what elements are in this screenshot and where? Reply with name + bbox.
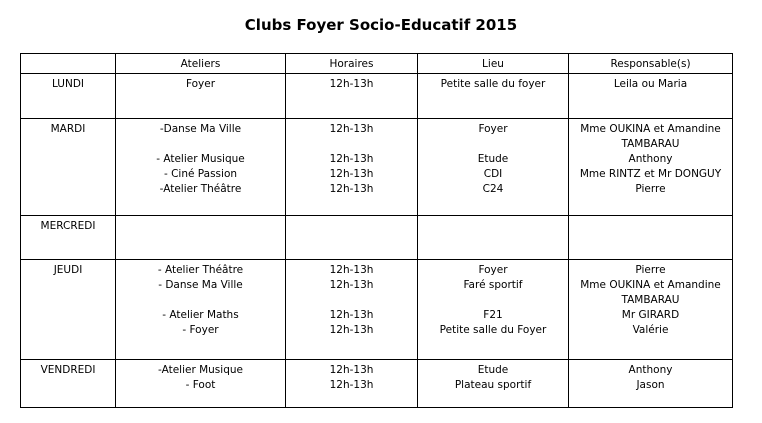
cell-line: - Atelier Musique (156, 153, 245, 165)
table-row (21, 216, 733, 260)
horaires-cell (286, 260, 418, 360)
ateliers-cell (116, 360, 286, 408)
cell-line: - Foot (185, 379, 216, 391)
cell-line: - Atelier Maths (162, 309, 239, 321)
lieu-cell (418, 260, 569, 360)
cell-line: Mme RINTZ et Mr DONGUY (579, 168, 722, 180)
day-label: MERCREDI (40, 220, 96, 232)
day-cell (21, 74, 116, 119)
day-cell (21, 119, 116, 216)
cell-line: Pierre (635, 183, 666, 195)
cell-line: 12h-13h (329, 153, 374, 165)
ateliers-cell (116, 260, 286, 360)
cell-line: - Ciné Passion (163, 168, 238, 180)
header-day (21, 54, 116, 74)
cell-line: 12h-13h (329, 279, 374, 291)
cell-line: -Atelier Théâtre (159, 183, 242, 195)
cell-line: TAMBARAU (621, 138, 680, 150)
cell-line: Pierre (635, 264, 666, 276)
horaires-cell (286, 360, 418, 408)
cell-line: Mme OUKINA et Amandine (580, 279, 721, 291)
table-row (21, 74, 733, 119)
cell-line (119, 137, 282, 152)
ateliers-cell (116, 74, 286, 119)
lieu-cell (418, 216, 569, 260)
header-lieu: Lieu (418, 54, 569, 74)
header-horaires: Horaires (286, 54, 418, 74)
cell-line: - Atelier Théâtre (157, 264, 244, 276)
cell-line: 12h-13h (329, 78, 374, 90)
day-label: MARDI (50, 123, 86, 135)
cell-line: CDI (483, 168, 503, 180)
cell-line: Petite salle du foyer (440, 78, 546, 90)
cell-line (421, 137, 565, 152)
horaires-cell (286, 119, 418, 216)
day-cell (21, 216, 116, 260)
cell-line: 12h-13h (329, 183, 374, 195)
lieu-cell (418, 74, 569, 119)
table-row (21, 360, 733, 408)
cell-line: Faré sportif (463, 279, 523, 291)
responsables-cell (569, 260, 733, 360)
responsables-cell (569, 74, 733, 119)
cell-line: 12h-13h (329, 123, 374, 135)
day-label: LUNDI (51, 78, 85, 90)
table-row (21, 119, 733, 216)
day-cell (21, 260, 116, 360)
table-row (21, 260, 733, 360)
responsables-cell (569, 119, 733, 216)
cell-line: Plateau sportif (454, 379, 532, 391)
cell-line: Foyer (185, 78, 216, 90)
page-title: Clubs Foyer Socio-Educatif 2015 (244, 16, 518, 34)
cell-line: Leila ou Maria (613, 78, 688, 90)
cell-line: Petite salle du Foyer (439, 324, 547, 336)
table-header-row (21, 54, 733, 74)
header-ateliers: Ateliers (116, 54, 286, 74)
day-label: VENDREDI (40, 364, 96, 376)
cell-line: 12h-13h (329, 264, 374, 276)
cell-line: - Foyer (182, 324, 219, 336)
cell-line: Mme OUKINA et Amandine (580, 123, 721, 135)
cell-line: Anthony (628, 364, 673, 376)
cell-line (421, 293, 565, 308)
cell-line: Etude (477, 364, 509, 376)
cell-line: Foyer (478, 123, 508, 135)
cell-line: Etude (477, 153, 509, 165)
lieu-cell (418, 360, 569, 408)
cell-line: -Danse Ma Ville (159, 123, 242, 135)
cell-line: C24 (482, 183, 504, 195)
cell-line: Foyer (478, 264, 508, 276)
cell-line: TAMBARAU (621, 294, 680, 306)
day-cell (21, 360, 116, 408)
horaires-cell (286, 74, 418, 119)
cell-line (289, 137, 414, 152)
cell-line: Jason (636, 379, 665, 391)
cell-line: 12h-13h (329, 379, 374, 391)
cell-line: -Atelier Musique (158, 364, 243, 376)
cell-line: Mr GIRARD (621, 309, 680, 321)
ateliers-cell (116, 119, 286, 216)
cell-line (289, 293, 414, 308)
clubs-schedule-table (20, 53, 733, 408)
cell-line: 12h-13h (329, 168, 374, 180)
cell-line: 12h-13h (329, 364, 374, 376)
cell-line: Valérie (632, 324, 669, 336)
cell-line: - Danse Ma Ville (158, 279, 243, 291)
cell-line: Anthony (628, 153, 673, 165)
horaires-cell (286, 216, 418, 260)
cell-line (119, 293, 282, 308)
lieu-cell (418, 119, 569, 216)
cell-line: F21 (483, 309, 503, 321)
day-label: JEUDI (53, 264, 83, 276)
responsables-cell (569, 360, 733, 408)
responsables-cell (569, 216, 733, 260)
cell-line: 12h-13h (329, 324, 374, 336)
header-responsables: Responsable(s) (569, 54, 733, 74)
ateliers-cell (116, 216, 286, 260)
cell-line: 12h-13h (329, 309, 374, 321)
